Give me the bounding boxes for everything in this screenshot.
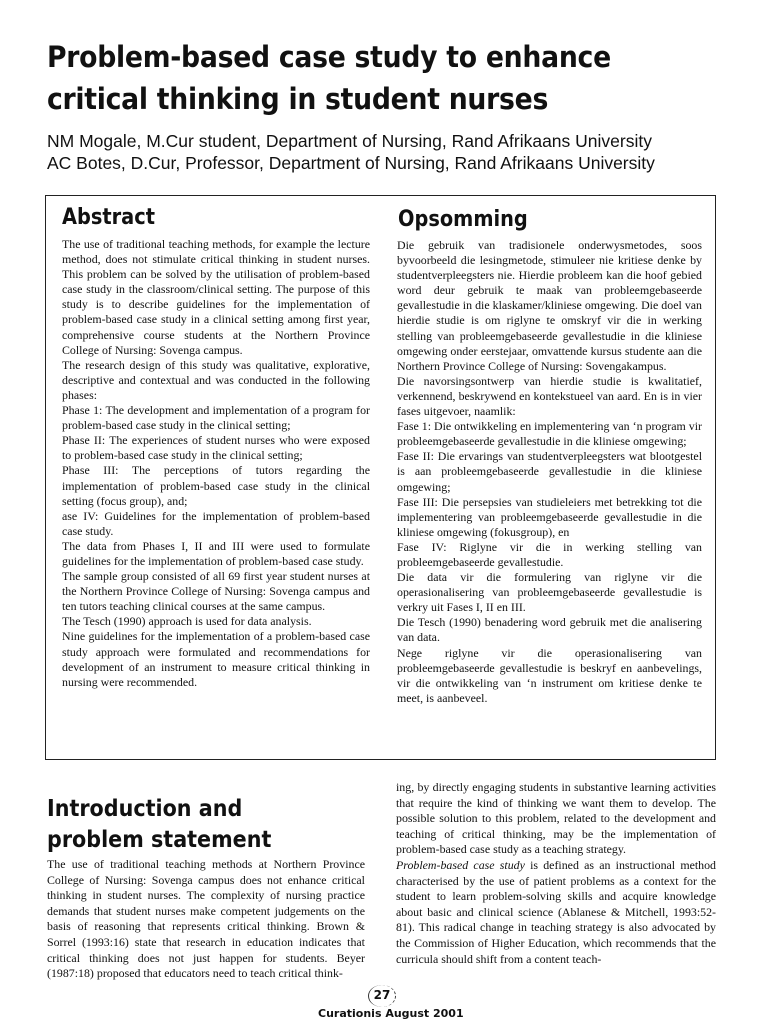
introduction-paragraph: The use of traditional teaching methods at Northern Province College of Nursing: Sovenga campus does not enhance critical thinking in student nurses. The complexity of nursing practice demands that student nurses make competent judgements on the basis of reasoning that represents critical thinking. Brown & Sorrel (1993:16) state that research in education indicates that critical thinking does not just happen for students. Beyer (1987:18) proposed that educators need to teach critical think-	[47, 857, 365, 981]
abstract-body	[62, 237, 370, 690]
page-footer	[0, 985, 768, 1021]
opsomming-paragraph: Die gebruik van tradisionele onderwysmetodes, soos byvoorbeeld die lesingmetode, stimuleer nie kritiese denke by studentverpleegsters nie. Hierdie probleem kan die hoof gebied word deur gebruik te maak van probleemgebaseerde gevallestudie in die klaskamer/kliniese omgewing. Die doel van hierdie studie is om riglyne te omskryf vir die in werking stelling van probleemgebaseerde gevallestudie in die kliniese omgewing onder eerstejaar, omvattende kursus studente aan die Northern Province College of Nursing: Sovengakampus.	[397, 238, 702, 373]
abstract-paragraph: The sample group consisted of all 69 first year student nurses at the Northern Province College of Nursing: Sovenga campus and ten tutors teaching clinical courses at the same campus.	[62, 569, 370, 614]
introduction-right-column	[396, 780, 716, 967]
journal-citation: Curationis August 2001	[318, 1007, 464, 1020]
abstract-paragraph: The use of traditional teaching methods, for example the lecture method, does not stimulate critical thinking in student nurses. This problem can be solved by the utilisation of problem-based case study in the classroom/clinical setting. The purpose of this study is to describe guidelines for the implementation of problem-based case study in a clinical setting among first year, comprehensive course students at the Northern Province College of Nursing: Sovenga campus.	[62, 237, 370, 357]
introduction-paragraph-continued: ing, by directly engaging students in substantive learning activities that require the kind of thinking we want them to develop. The possible solution to this problem, related to the development and teaching of critical thinking, may be the implementation of problem-based case study as a teaching strategy.	[396, 780, 716, 857]
author-2: AC Botes, D.Cur, Professor, Department of Nursing, Rand Afrikaans University	[47, 153, 655, 173]
opsomming-heading: Opsomming	[398, 207, 528, 232]
abstract-paragraph: The data from Phases I, II and III were used to formulate guidelines for the implementation of problem-based case study.	[62, 538, 370, 568]
abstract-paragraph: Phase II: The experiences of student nurses who were exposed to problem-based case study in the clinical setting;	[62, 433, 370, 463]
abstract-paragraph: ase IV: Guidelines for the implementation of problem-based case study.	[62, 508, 370, 538]
opsomming-body	[397, 238, 702, 706]
title-line-1: Problem-based case study to enhance	[47, 40, 611, 74]
title-line-2: critical thinking in student nurses	[47, 82, 549, 116]
opsomming-paragraph: Die navorsingsontwerp van hierdie studie is kwalitatief, verkennend, beskrywend en kontekstueel van aard. En is in vier fases uitgevoer, naamlik:	[397, 373, 702, 419]
opsomming-paragraph: Die data vir die formulering van riglyne vir die operasionalisering van probleemgebaseerde gevallestudie is verkry uit Fases I, II en III.	[397, 570, 702, 615]
opsomming-paragraph: Fase III: Die persepsies van studieleiers met betrekking tot die implementering van probleemgebaseerde gevallestudie in die kliniese omgewing (fokusgroup), en	[397, 494, 702, 539]
author-1: NM Mogale, M.Cur student, Department of Nursing, Rand Afrikaans University	[47, 131, 652, 151]
abstract-paragraph: Phase 1: The development and implementation of a program for problem-based case study in the clinical setting;	[62, 403, 370, 433]
abstract-paragraph: Nine guidelines for the implementation of a problem-based case study approach were formulated and recommendations for development of an instrument to measure critical thinking in nursing were recommended.	[62, 629, 370, 689]
abstract-paragraph: Phase III: The perceptions of tutors regarding the implementation of problem-based case study in the clinical setting (focus group), and;	[62, 463, 370, 508]
abstract-paragraph: The research design of this study was qualitative, explorative, descriptive and contextual and was conducted in the following phases:	[62, 357, 370, 402]
opsomming-paragraph: Nege riglyne vir die operasionalisering van probleemgebaseerde gevallestudie is beskryf en aanbevelings, vir die ontwikkeling van ‘n instrument om kritiese denke te meet, is aanbeveel.	[397, 645, 702, 705]
opsomming-paragraph: Fase 1: Die ontwikkeling en implementering van ‘n program vir probleemgebaseerde gevallestudie in die kliniese omgewing;	[397, 419, 702, 449]
abstract-heading: Abstract	[62, 205, 155, 230]
introduction-heading: Introduction and problem statement	[47, 796, 272, 853]
defined-term: Problem-based case study	[396, 857, 525, 872]
page-number: 27	[368, 985, 396, 1007]
opsomming-paragraph: Die Tesch (1990) benadering word gebruik met die analisering van data.	[397, 615, 702, 645]
opsomming-paragraph: Fase II: Die ervarings van studentverpleegsters wat blootgestel is aan probleemgebaseerde gevallestudie in die kliniese omgewing;	[397, 449, 702, 494]
abstract-box	[45, 195, 716, 760]
article-title	[47, 36, 682, 120]
definition-paragraph	[396, 858, 716, 967]
introduction-left-column	[47, 857, 365, 982]
author-list	[47, 130, 737, 174]
abstract-paragraph: The Tesch (1990) approach is used for data analysis.	[62, 614, 312, 629]
definition-text: is defined as an instructional method characterised by the use of patient problems as a context for the student to learn problem-solving skills and acquire knowledge about basic and clinical science (Ablanese & Mitchell, 1993:52-81). This radical change in teaching strategy is also advocated by the Commission of Higher Education, which recommends that the curricula should shift from a content teach-	[396, 857, 716, 966]
opsomming-paragraph: Fase IV: Riglyne vir die in werking stelling van probleemgebaseerde gevallestudie.	[397, 539, 702, 569]
